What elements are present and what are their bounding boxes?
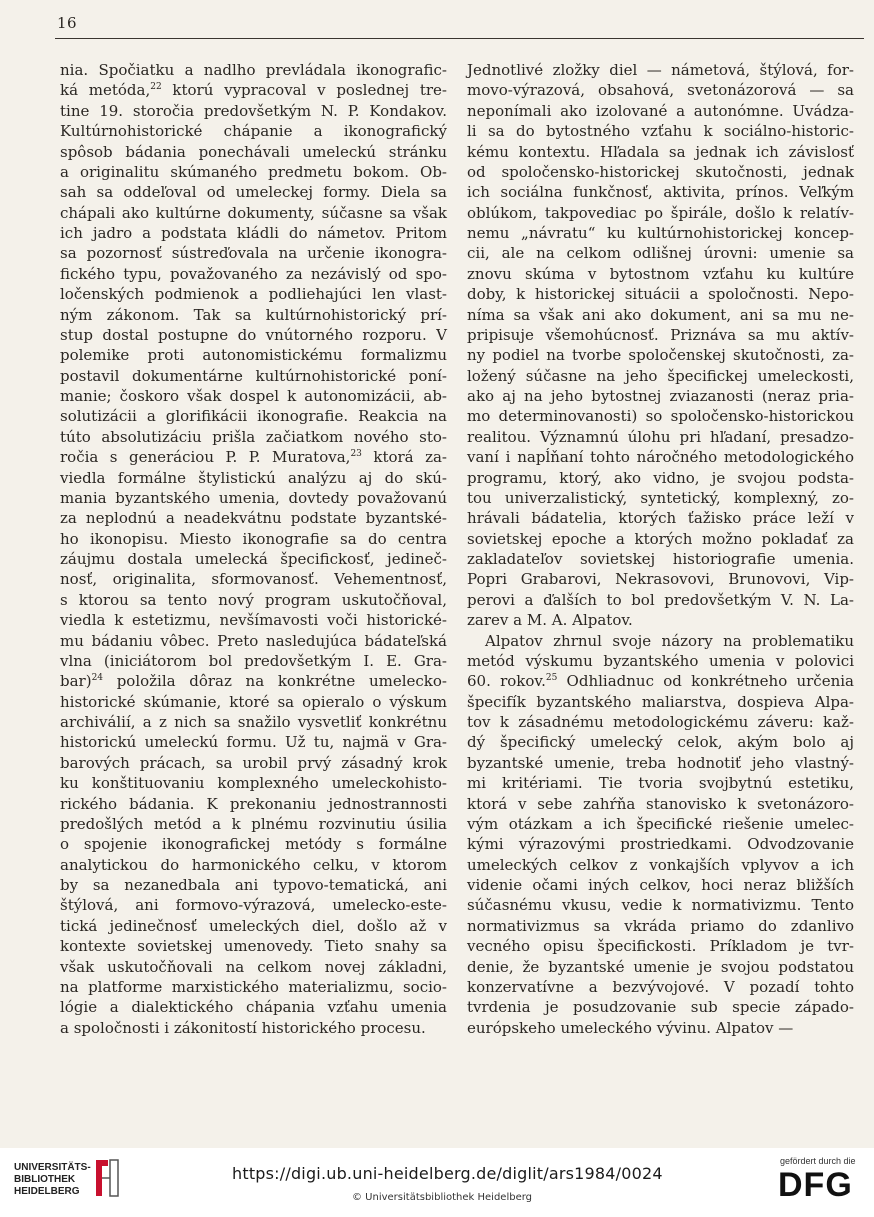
- text-line: fického typu, považovaného za nezávislý od spo-: [60, 264, 447, 283]
- text-line: ložený súčasne na jeho špecifickej umeleckosti,: [467, 366, 854, 385]
- text-line: mi kritériami. Tie tvoria svojbytnú estetiku,: [467, 774, 854, 793]
- text-line: štýlová, ani formovo-výrazová, umelecko-este-: [60, 896, 447, 915]
- text-line: solutizácii a glorifikácii ikonografie. Reakcia na: [60, 407, 447, 426]
- text-line: historickú umeleckú formu. Už tu, najmä v Gra-: [60, 733, 447, 752]
- text-line: ich sociálna funkčnosť, aktivita, prínos. Veľkým: [467, 183, 854, 202]
- text-line: sah sa oddeľoval od umeleckej formy. Diela sa: [60, 183, 447, 202]
- text-line: analytickou do harmonického celku, v ktorom: [60, 855, 447, 874]
- text-line: bar)$^{24}$ položila dôraz na konkrétne umelecko-: [60, 672, 447, 691]
- text-line: Popri Grabarovi, Nekrasovovi, Brunovovi, Vip-: [467, 570, 854, 589]
- text-line: archiválií, a z nich sa snažilo vysvetliť konkrétnu: [60, 713, 447, 731]
- header-rule: [55, 38, 864, 39]
- text-line: ako aj na jeho bytostnej zviazanosti (neraz pria-: [467, 387, 854, 405]
- text-line: videnie očami iných celkov, hoci neraz bližších: [467, 876, 854, 894]
- text-line: znovu skúma v bytostnom vzťahu ku kultúre: [467, 264, 854, 283]
- text-line: o spojenie ikonografickej metódy s formálne: [60, 835, 447, 854]
- text-line: metód výskumu byzantského umenia v polovici: [467, 651, 854, 670]
- text-line: však uskutočňovali na celkom novej základni,: [60, 957, 447, 976]
- text-line: mo determinovanosti) so spoločensko-historickou: [467, 407, 854, 426]
- text-line: vaní i napĺňaní tohto náročného metodologického: [467, 448, 854, 467]
- text-line: nemu „návratu“ ku kultúrnohistorickej koncep-: [467, 224, 854, 242]
- text-line: túto absolutizáciu prišla začiatkom nového sto-: [60, 427, 447, 446]
- copyright-notice: © Universitätsbibliothek Heidelberg: [352, 1192, 533, 1203]
- text-line: vým otázkam a ich špecifické riešenie umelec-: [467, 814, 854, 833]
- text-line: postavil dokumentárne kultúrnohistorické poní-: [60, 366, 447, 385]
- text-line: umeleckých celkov z vonkajších vplyvov a ich: [467, 855, 854, 874]
- text-line: cii, ale na celkom odlišnej úrovni: umenie sa: [467, 244, 854, 263]
- text-line: ným zákonom. Tak sa kultúrnohistorický prí-: [60, 305, 447, 324]
- text-line: ho ikonopisu. Miesto ikonografie sa do centra: [60, 529, 447, 548]
- text-line: kými výrazovými prostriedkami. Odvodzovanie: [467, 835, 854, 854]
- text-line: s ktorou sa tento nový program uskutočňoval,: [60, 590, 447, 609]
- text-line: ločenských podmienok a podliehajúci len vlast-: [60, 285, 447, 304]
- text-line: li sa do bytostného vzťahu k sociálno-historic-: [467, 122, 854, 141]
- right-column: [467, 60, 854, 1038]
- text-line: historické skúmanie, ktoré sa opieralo o výskum: [60, 692, 447, 711]
- text-line: sa pozornosť sústreďovala na určenie ikonogra-: [60, 244, 447, 263]
- text-line: za neplodnú a neadekvátnu podstate byzantské-: [60, 509, 447, 528]
- text-line: vecného opisu špecifickosti. Príkladom je tvr-: [467, 937, 854, 956]
- text-line: dý špecifický umelecký celok, akým bolo aj: [467, 733, 854, 752]
- library-logo-icon: [86, 1156, 124, 1200]
- text-line: vlna (iniciátorom bol predovšetkým I. E. Gra-: [60, 651, 447, 670]
- text-line: viedla formálne štylistickú analýzu aj do skú-: [60, 468, 447, 487]
- footer-bar: [0, 1148, 874, 1217]
- text-line: nia. Spočiatku a nadlho prevládala ikonografic-: [60, 61, 447, 79]
- text-line: manie; čoskoro však dospel k autonomizácii, ab-: [60, 387, 447, 405]
- footnote-marker[interactable]: 25: [545, 673, 558, 684]
- text-line: doby, k historickej situácii a spoločnosti. Nepo-: [467, 285, 854, 304]
- text-line: tvrdenia je posudzovanie sub specie západo-: [467, 998, 854, 1017]
- dfg-logo[interactable]: DFG: [778, 1166, 853, 1204]
- text-line: zarev a M. A. Alpatov.: [467, 611, 633, 630]
- library-name-line: HEIDELBERG: [14, 1186, 80, 1197]
- text-line: pripisuje všemohúcnosť. Priznáva sa mu aktív-: [467, 325, 854, 344]
- text-line: súčasnému vkusu, vedie k normativizmu. Tento: [467, 896, 854, 915]
- text-line: európskeho umeleckého vývinu. Alpatov —: [467, 1018, 794, 1037]
- text-line: tou univerzalistický, syntetický, komplexný, zo-: [467, 488, 854, 507]
- text-line: ktorá v sebe zahŕňa stanovisko k svetonázoro-: [467, 794, 854, 813]
- text-line: neponímali ako izolované a autonómne. Uvádza-: [467, 101, 854, 120]
- library-name-line: UNIVERSITÄTS-: [14, 1162, 91, 1173]
- text-line: chápali ako kultúrne dokumenty, súčasne sa však: [60, 203, 447, 222]
- text-line: by sa nezanedbala ani typovo-tematická, ani: [60, 876, 447, 894]
- text-line: viedla k estetizmu, nevšímavosti voči historické-: [60, 611, 447, 630]
- footnote-marker[interactable]: 24: [91, 673, 104, 684]
- document-url-link[interactable]: https://digi.ub.uni-heidelberg.de/diglit/ars1984/0024: [232, 1164, 663, 1183]
- text-line: movo-výrazová, obsahová, svetonázorová — sa: [467, 81, 854, 100]
- text-line: oblúkom, takpovediac po špirále, došlo k relatív-: [467, 203, 854, 222]
- footnote-marker[interactable]: 22: [150, 82, 162, 93]
- text-line: 60. rokov.$^{25}$ Odhliadnuc od konkrétneho určenia: [467, 672, 854, 691]
- text-line: polemike proti autonomistickému formalizmu: [60, 346, 447, 365]
- text-line: tine 19. storočia predovšetkým N. P. Kondakov.: [60, 101, 447, 120]
- text-line: Kultúrnohistorické chápanie a ikonografický: [60, 122, 447, 141]
- text-line: kontexte sovietskej umenovedy. Tieto snahy sa: [60, 937, 447, 956]
- text-line: perovi a ďalších to bol predovšetkým V. N. La-: [467, 590, 854, 609]
- text-line: rického bádania. K prekonaniu jednostrannosti: [60, 794, 447, 813]
- text-line: špecifík byzantského maliarstva, dospieva Alpa-: [467, 692, 854, 711]
- text-line: ku konštituovaniu komplexného umeleckohisto-: [60, 774, 447, 793]
- left-column: [60, 60, 447, 1038]
- text-line: od spoločensko-historickej skutočnosti, jednak: [467, 162, 854, 181]
- text-line: na platforme marxistického materializmu, socio-: [60, 977, 447, 996]
- text-line: programu, ktorý, ako vidno, je svojou podsta-: [467, 468, 854, 487]
- footnote-marker[interactable]: 23: [350, 449, 362, 460]
- text-line: ich jadro a podstata kládli do námetov. Pritom: [60, 224, 447, 242]
- text-line: Jednotlivé zložky diel — námetová, štýlová, for-: [467, 61, 854, 79]
- text-line: realitou. Významnú úlohu pri hľadaní, presadzo-: [467, 427, 854, 446]
- text-line: barových prácach, sa urobil prvý zásadný krok: [60, 753, 447, 772]
- text-line: ká metóda,$^{22}$ ktorú vypracoval v poslednej tre-: [60, 81, 447, 100]
- library-name-line: BIBLIOTHEK: [14, 1174, 76, 1185]
- library-logo-text[interactable]: [14, 1162, 91, 1198]
- text-line: zakladateľov sovietskej historiografie umenia.: [467, 550, 854, 568]
- text-line: stup dostal postupne do vnútorného rozporu. V: [60, 325, 447, 344]
- text-line: a originalitu skúmaného predmetu bokom. Ob-: [60, 162, 447, 181]
- text-line: normativizmus sa vkráda priamo do zdanlivo: [467, 916, 854, 935]
- page-number: 16: [57, 14, 78, 32]
- text-line: sovietskej epoche a ktorých možno pokladať za: [467, 529, 854, 548]
- text-line: a spoločnosti i zákonitostí historického procesu.: [60, 1018, 426, 1037]
- text-line: hrávali bádatelia, ktorých ťažisko práce leží v: [467, 509, 854, 528]
- text-line: kému kontextu. Hľadala sa jednak ich závislosť: [467, 142, 854, 161]
- text-line: lógie a dialektického chápania vzťahu umenia: [60, 998, 447, 1017]
- text-line: nosť, originalita, sformovanosť. Vehementnosť,: [60, 570, 447, 589]
- text-line: tická jedinečnosť umeleckých diel, došlo až v: [60, 916, 447, 935]
- text-line: konzervatívne a bezvývojové. V pozadí tohto: [467, 977, 854, 996]
- text-line: Alpatov zhrnul svoje názory na problematiku: [485, 631, 854, 650]
- text-line: níma sa však ani ako dokument, ani sa mu ne-: [467, 305, 854, 324]
- text-line: mania byzantského umenia, dovtedy považovanú: [60, 488, 447, 507]
- text-line: byzantské umenie, treba hodnotiť jeho vlastný-: [467, 753, 854, 772]
- text-line: tov k zásadnému metodologickému záveru: kaž-: [467, 713, 854, 731]
- text-line: záujmu dostala umelecká špecifickosť, jedineč-: [60, 550, 447, 568]
- text-line: denie, že byzantské umenie je svojou podstatou: [467, 957, 854, 976]
- text-line: mu bádaniu vôbec. Preto nasledujúca bádateľská: [60, 631, 447, 650]
- text-line: ny podiel na tvorbe spoločenskej skutočnosti, za-: [467, 346, 854, 365]
- funded-by-label: gefördert durch die: [780, 1156, 856, 1166]
- text-line: predošlých metód a k plnému rozvinutiu úsilia: [60, 814, 447, 833]
- text-line: ročia s generáciou P. P. Muratova,$^{23}$ ktorá za-: [60, 448, 448, 467]
- text-line: spôsob bádania ponechávali umeleckú stránku: [60, 142, 447, 161]
